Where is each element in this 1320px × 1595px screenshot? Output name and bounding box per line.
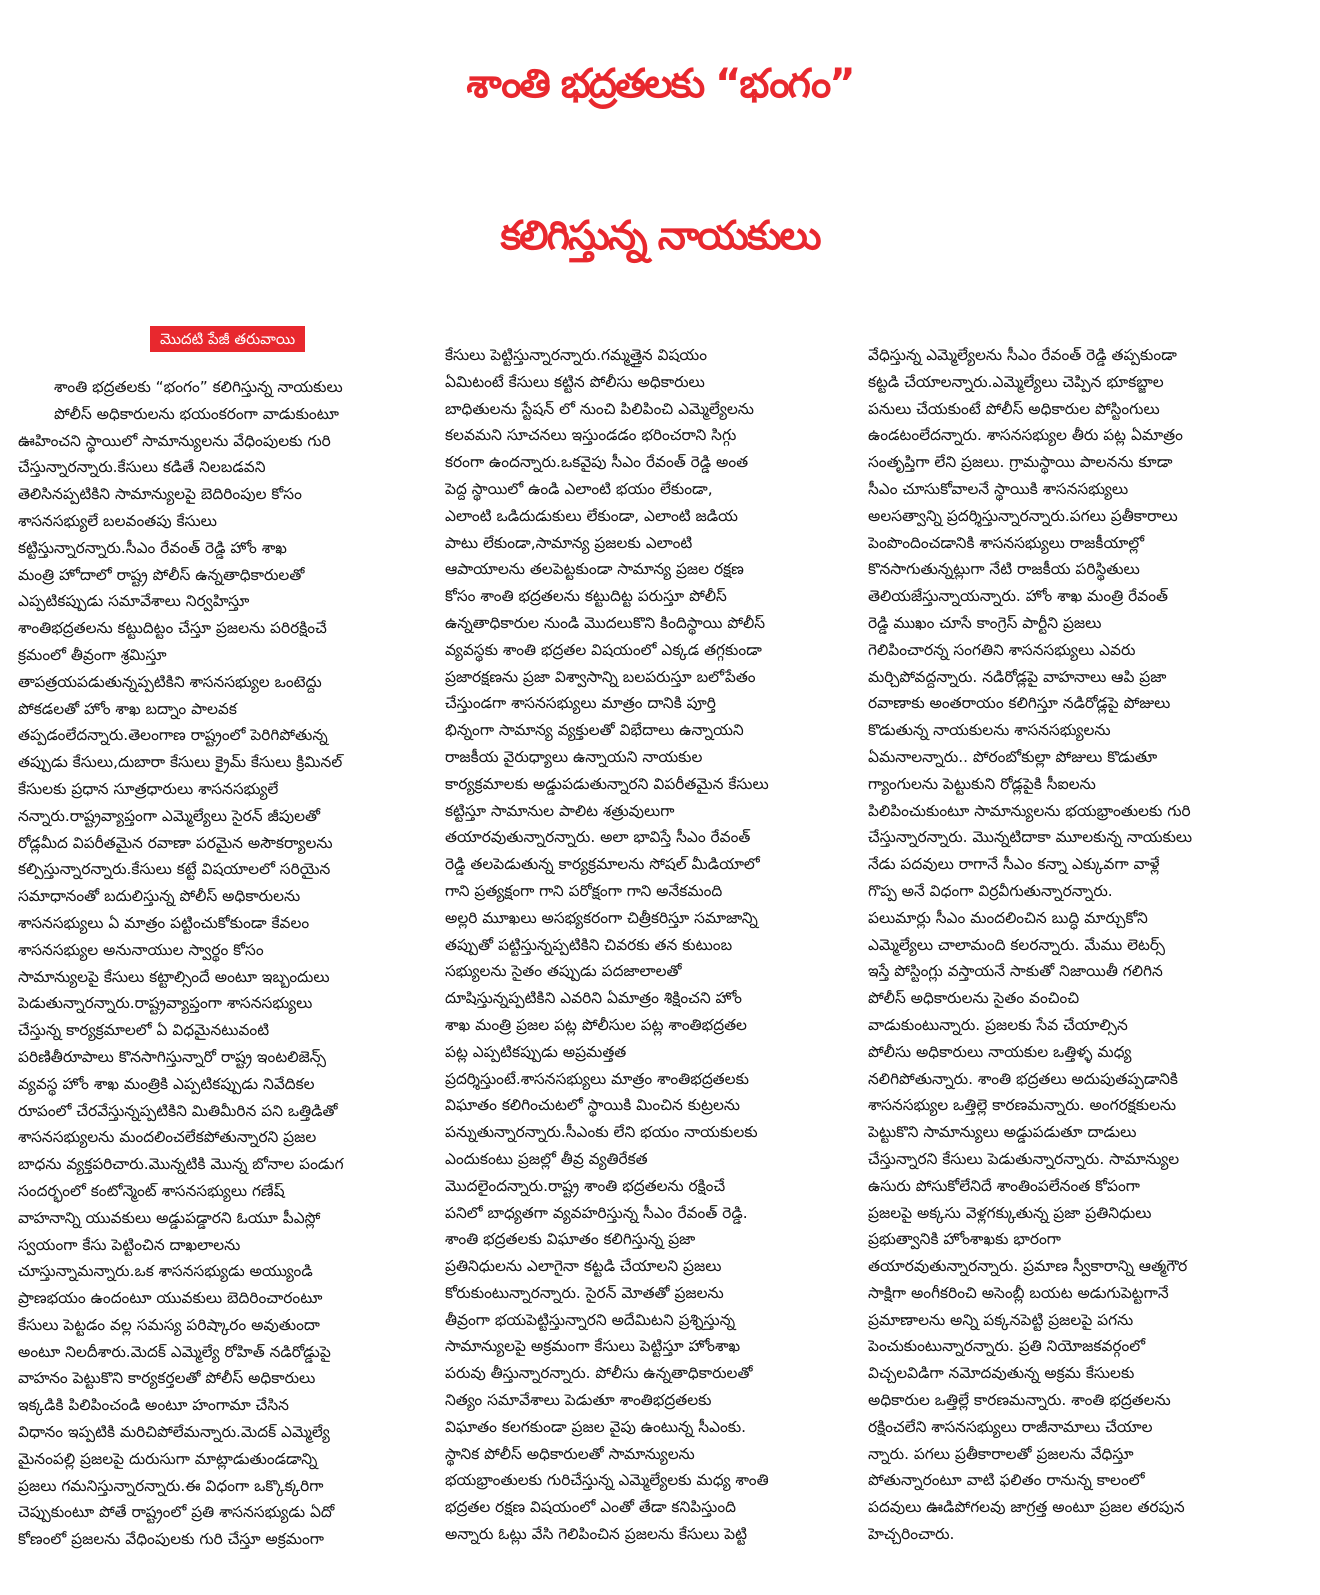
article-column-1	[18, 374, 426, 1553]
text-line: కోరుకుంటున్నారన్నారు. సైరన్ మోతతో ప్రజలను	[445, 1283, 724, 1302]
text-line: ప్రాణభయం ఉందంటూ యువకులు బెదిరించారంటూ	[18, 1289, 323, 1308]
text-line: సీఎం చూసుకోవాలనే స్థాయికి శాసనసభ్యులు	[868, 479, 1129, 498]
text-line: చేస్తున్నారన్నారు. మొన్నటిదాకా మూలకున్న నాయకులు	[868, 828, 1193, 847]
text-line: చూస్తున్నామన్నారు.ఒక శాసనసభ్యుడు అయ్యుండి	[18, 1262, 313, 1281]
text-line: పెట్టుకొని సామాన్యులు అడ్డుపడుతూ దాడులు	[868, 1123, 1137, 1142]
headline-line-2: కలిగిస్తున్న నాయకులు	[500, 213, 820, 259]
text-line: అల్లరి మూఖలు అసభ్యకరంగా చిత్రీకరిస్తూ సమాజాన్ని	[445, 908, 758, 927]
text-line: తప్పుడు కేసులు,దుబారా కేసులు క్రైమ్ కేసులు క్రిమినల్	[18, 753, 343, 772]
text-line: కేసులు పెట్టడం వల్ల సమస్య పరిష్కారం అవుతుందా	[18, 1315, 320, 1334]
text-line: ఏమనాలన్నారు.. పోరంబోకుల్లా పోజులు కొడుతూ	[868, 747, 1158, 766]
text-line: శాసనసభ్యుల ఒత్తిల్లె కారణమన్నారు. అంగరక్షకులను	[868, 1096, 1177, 1115]
text-line: మర్చిపోవద్దన్నారు. నడిరోడ్లపై వాహనాలు ఆపి ప్రజా	[868, 667, 1167, 686]
text-line: క్రమంలో తీవ్రంగా శ్రమిస్తూ	[18, 645, 167, 664]
text-line: చేస్తుండగా శాసనసభ్యులు మాత్రం దానికి పూర్తి	[445, 694, 716, 713]
text-line: ప్రదర్శిస్తుంటే.శాసనసభ్యులు మాత్రం శాంతిభద్రతలకు	[445, 1069, 749, 1088]
text-line: ఉన్నతాధికారుల నుండి మొదలుకొని కిందిస్థాయి పోలీస్	[445, 613, 766, 632]
text-line: రవాణాకు అంతరాయం కలిగిస్తూ నడిరోడ్లపై పోజులు	[868, 694, 1171, 713]
text-line: పెంచుకుంటున్నారన్నారు. ప్రతి నియోజకవర్గంలో	[868, 1337, 1146, 1356]
text-line: దూషిస్తున్నప్పటికిని ఎవరిని ఏమాత్రం శిక్షించని హోం	[445, 989, 742, 1008]
text-line: రోడ్లమీద విపరీతమైన రవాణా పరమైన అసౌకర్యాలను	[18, 833, 333, 852]
text-line: పిలిపించుకుంటూ సామాన్యులను భయభ్రాంతులకు గురి	[868, 801, 1191, 820]
text-line: గ్యాంగులను పెట్టుకుని రోడ్లపైకి సీఐలను	[868, 774, 1096, 793]
text-line: ఊహించని స్థాయిలో సామాన్యులను వేధింపులకు గురి	[18, 431, 331, 450]
text-line: తప్పుతో పట్టిస్తున్నప్పటికిని చివరకు తన కుటుంబ	[445, 935, 733, 954]
text-line: తయారవుతున్నారన్నారు. అలా భావిస్తే సీఎం రేవంత్	[445, 828, 751, 847]
text-line: ఉండటంలేదన్నారు. శాసనసభ్యుల తీరు పట్ల ఏమాత్రం	[868, 426, 1183, 445]
text-line: రక్షించలేని శాసనసభ్యులు రాజీనామాలు చేయాల	[868, 1417, 1153, 1436]
text-line: చేస్తున్నారన్నారు.కేసులు కడితే నిలబడవని	[18, 458, 266, 477]
text-line: కార్యక్రమాలకు అడ్డుపడుతున్నారని విపరీతమైన కేసులు	[445, 774, 769, 793]
text-line: రాజకీయ వైరుధ్యాలు ఉన్నాయని నాయకుల	[445, 747, 703, 766]
text-line: ఎందుకంటు ప్రజల్లో తీవ్ర వ్యతిరేకత	[445, 1149, 648, 1168]
text-line: పెంపొందించడానికి శాసనసభ్యులు రాజకీయాల్లో	[868, 533, 1145, 552]
text-line: కరంగా ఉందన్నారు.ఒకవైపు సీఎం రేవంత్ రెడ్డి అంత	[445, 453, 749, 472]
text-line: చేస్తున్నారని కేసులు పెడుతున్నారన్నారు. సామాన్యుల	[868, 1149, 1180, 1168]
text-line: కట్టడి చేయాలన్నారు.ఎమ్మెల్యేలు చెప్పిన భూకబ్జాల	[868, 372, 1164, 391]
text-line: హెచ్చరించారు.	[868, 1525, 955, 1544]
text-line: ఎప్పటికప్పుడు సమావేశాలు నిర్వహిస్తూ	[18, 592, 250, 611]
text-line: తెలియజేస్తున్నాయన్నారు. హోం శాఖ మంత్రి రేవంత్	[868, 587, 1169, 606]
text-line: రెడ్డి ముఖం చూసే కాంగ్రెస్ పార్టీని ప్రజలు	[868, 613, 1102, 632]
text-line: తెలిసినప్పటికిని సామాన్యులపై బెదిరింపుల కోసం	[18, 485, 302, 504]
text-line: ప్రజలు గమనిస్తున్నారన్నారు.ఈ విధంగా ఒక్కొక్కరిగా	[18, 1476, 324, 1495]
text-line: కేసులకు ప్రధాన సూత్రధారులు శాసనసభ్యులే	[18, 779, 279, 798]
text-line: శాసనసభ్యులు ఏ మాత్రం పట్టించుకోకుండా కేవలం	[18, 913, 310, 932]
text-line: శాసనసభ్యుల అనునాయుల స్వార్థం కోసం	[18, 940, 264, 959]
text-line: పరిణితీరూపాలు కొనసాగిస్తున్నారో రాష్ట్ర ఇంటలిజెన్స్	[18, 1047, 327, 1066]
text-line: ఇక్కడికి పిలిపించండి అంటూ హంగామా చేసిన	[18, 1396, 289, 1415]
text-line: తాపత్రయపడుతున్నప్పటికిని శాసనసభ్యుల ఒంటెద్దు	[18, 672, 322, 691]
text-line: శాంతి భద్రతలకు విఘాతం కలిగిస్తున్న ప్రజా	[445, 1230, 696, 1249]
text-line: నలిగిపోతున్నారు. శాంతి భద్రతలు అదుపుతప్పడానికి	[868, 1069, 1178, 1088]
text-line: స్థానిక పోలీస్ అధికారులతో సామాన్యులను	[445, 1444, 695, 1463]
text-line: విచ్చలవిడిగా నమోదవుతున్న అక్రమ కేసులకు	[868, 1364, 1135, 1383]
text-line: మైనంపల్లి ప్రజలపై దురుసుగా మాట్లాడుతుండడాన్ని	[18, 1449, 318, 1468]
article-column-2	[445, 342, 853, 1548]
text-line: కలవమని సూచనలు ఇస్తుండడం భరించరాని సిగ్గు	[445, 426, 737, 445]
text-line: మంత్రి హోదాలో రాష్ట్ర పోలీస్ ఉన్నతాధికారులతో	[18, 565, 305, 584]
text-line: సందర్భంలో కంటోన్మెంట్ శాసనసభ్యులు గణేష్	[18, 1181, 285, 1200]
text-line: పోతున్నారంటూ వాటి ఫలితం రానున్న కాలంలో	[868, 1471, 1145, 1490]
text-line: పలుమార్లు సీఎం మందలించిన బుద్ధి మార్చుకోని	[868, 908, 1148, 927]
text-line: సంతృప్తిగా లేని ప్రజలు. గ్రామస్థాయి పాలనను కూడా	[868, 453, 1173, 472]
text-line: ప్రతినిధులను ఎలాగైనా కట్టడి చేయాలని ప్రజలు	[445, 1257, 722, 1276]
text-line: విఘాతం కలిగించుటలో స్థాయికి మించిన కుట్రలను	[445, 1096, 740, 1115]
text-line: నిత్యం సమావేశాలు పెడుతూ శాంతిభద్రతలకు	[445, 1391, 712, 1410]
text-line: విధానం ఇప్పటికి మరిచిపోలేమన్నారు.మెదక్ ఎమ్మెల్యే	[18, 1423, 330, 1442]
text-line: పోలీస్ అధికారులను సైతం వంచించి	[868, 989, 1080, 1008]
text-line: ఆపాయాలను తలపెట్టకుండా సామాన్య ప్రజల రక్షణ	[445, 560, 744, 579]
text-line: వాడుకుంటున్నారు. ప్రజలకు సేవ చేయాల్సిన	[868, 1015, 1128, 1034]
text-line: పనులు చేయకుంటే పోలీస్ అధికారుల పోస్టింగులు	[868, 399, 1160, 418]
text-line: వాహనం పెట్టుకొని కార్యకర్తలతో పోలీస్ అధికారులు	[18, 1369, 316, 1388]
text-line: చెప్పుకుంటూ పోతే రాష్ట్రంలో ప్రతి శాసనసభ్యుడు ఏదో	[18, 1503, 335, 1522]
text-line: అలసత్వాన్ని ప్రదర్శిస్తున్నారన్నారు.పగలు ప్రతీకారాలు	[868, 506, 1178, 525]
text-line: అధికారుల ఒత్తిల్లే కారణమన్నారు. శాంతి భద్రతలను	[868, 1391, 1171, 1410]
text-line: ఉసురు పోసుకోలేనిదే శాంతింపలేనంత కోపంగా	[868, 1176, 1140, 1195]
text-line: ఏమిటంటే కేసులు కట్టిన పోలీసు అధికారులు	[445, 372, 705, 391]
text-line: రెడ్డి తలపెడుతున్న కార్యక్రమాలను సోషల్ మీడియాలో	[445, 855, 760, 874]
text-line: అంటూ నిలదీశారు.మెదక్ ఎమ్మెల్యే రోహిత్ నడిరోడ్డుపై	[18, 1342, 331, 1361]
text-line: సాక్షిగా అంగీకరించి అసెంబ్లీ బయట అడుగుపెట్టగానే	[868, 1283, 1169, 1302]
headline-line-1: శాంతి భద్రతలకు “భంగం”	[466, 61, 854, 107]
text-line: ప్రభుత్వానికి హోంశాఖకు భారంగా	[868, 1230, 1061, 1249]
text-line: ప్రమాణాలను అన్ని పక్కనపెట్టి ప్రజలపై పగను	[868, 1310, 1134, 1329]
text-line: ప్రజలపై అక్కసు వెళ్లగక్కుతున్న ప్రజా ప్రతినిధులు	[868, 1203, 1152, 1222]
text-line: అన్నారు ఓట్లు వేసి గెలిపించిన ప్రజలను కేసులు పెట్టి	[445, 1525, 747, 1544]
text-line: కేసులు పెట్టిస్తున్నారన్నారు.గమ్మత్తైన విషయం	[445, 346, 708, 364]
text-line: శాంతి భద్రతలకు “భంగం” కలిగిస్తున్న నాయకులు	[54, 378, 343, 396]
text-line: కోణంలో ప్రజలను వేధింపులకు గురి చేస్తూ అక్రమంగా	[18, 1530, 324, 1549]
text-line: ఇస్తే పోస్టింగ్లు వస్తాయనే సాకుతో నిజాయితీ గలిగిన	[868, 962, 1163, 981]
text-line: పాటు లేకుండా,సామాన్య ప్రజలకు ఎలాంటి	[445, 533, 693, 552]
text-line: రూపంలో చేరవేస్తున్నప్పటికిని మితిమీరిన పని ఒత్తిడితో	[18, 1101, 338, 1120]
text-line: శాంతిభద్రతలను కట్టుదిట్టం చేస్తూ ప్రజలను పరిరక్షించే	[18, 619, 327, 638]
text-line: గెలిపించారన్న సంగతిని శాసనసభ్యులు ఎవరు	[868, 640, 1136, 659]
article-column-3	[868, 342, 1276, 1548]
text-line: పోలీస్ అధికారులను భయంకరంగా వాడుకుంటూ	[54, 404, 339, 423]
text-line: సామాన్యులపై అక్రమంగా కేసులు పెట్టిస్తూ హోంశాఖ	[445, 1337, 741, 1356]
text-line: పనిలో బాధ్యతగా వ్యవహరిస్తున్న సీఎం రేవంత్ రెడ్డి.	[445, 1203, 748, 1222]
text-line: తయారవుతున్నారన్నారు. ప్రమాణ స్వీకారాన్ని ఆత్మగౌర	[868, 1257, 1188, 1276]
text-line: పెద్ద స్థాయిలో ఉండి ఎలాంటి భయం లేకుండా,	[445, 479, 713, 498]
text-line: పెడుతున్నారన్నారు.రాష్ట్రవ్యాప్తంగా శాసనసభ్యులు	[18, 994, 313, 1013]
text-line: భిన్నంగా సామాన్య వ్యక్తులతో విభేదాలు ఉన్నాయని	[445, 721, 744, 740]
text-line: పోకడలతో హోం శాఖ బద్నాం పాలవక	[18, 699, 237, 718]
text-line: పరువు తీస్తున్నారన్నారు. పోలీసు ఉన్నతాధికారులతో	[445, 1364, 753, 1383]
text-line: ఎమ్మెల్యేలు చాలామంది కలరన్నారు. మేము లెటర్స్	[868, 935, 1165, 954]
text-line: కోసం శాంతి భద్రతలను కట్టుదిట్ట పరుస్తూ పోలీస్	[445, 587, 727, 606]
text-line: భద్రతల రక్షణ విషయంలో ఎంతో తేడా కనిపిస్తుంది	[445, 1498, 736, 1517]
text-line: వ్యవస్థ హోం శాఖ మంత్రికి ఎప్పటికప్పుడు నివేదికల	[18, 1074, 315, 1093]
text-line: గొప్ప అనే విధంగా విర్రవీగుతున్నారన్నారు.	[868, 881, 1113, 900]
text-line: వాహనాన్ని యువకులు అడ్డుపడ్డారని ఓయూ పీఎస్లో	[18, 1208, 321, 1227]
text-line: శాసనసభ్యులే బలవంతపు కేసులు	[18, 511, 217, 530]
text-line: పన్నుతున్నారన్నారు.సీఎంకు లేని భయం నాయకులకు	[445, 1123, 758, 1142]
text-line: నేడు పదవులు రాగానే సీఎం కన్నా ఎక్కువగా వాళ్లే	[868, 855, 1160, 874]
text-line: కట్టిస్తున్నారన్నారు.సీఎం రేవంత్ రెడ్డి హోం శాఖ	[18, 538, 287, 557]
text-line: కొనసాగుతున్నట్లుగా నేటి రాజకీయ పరిస్థితులు	[868, 560, 1140, 579]
text-line: సమాధానంతో బదులిస్తున్న పోలీస్ అధికారులను	[18, 887, 301, 906]
text-line: నన్నారు.రాష్ట్రవ్యాప్తంగా ఎమ్మెల్యేలు సైరన్ జీపులతో	[18, 806, 321, 825]
text-line: తప్పడంలేదన్నారు.తెలంగాణ రాష్ట్రంలో పెరిగిపోతున్న	[18, 726, 328, 745]
text-line: సభ్యులను సైతం తప్పుడు పదజాలాలతో	[445, 962, 682, 981]
text-line: కట్టిస్తూ సామానుల పాలిట శత్రువులుగా	[445, 801, 675, 820]
text-line: శాసనసభ్యులను మందలించలేకపోతున్నారని ప్రజల	[18, 1128, 317, 1147]
text-line: పోలీసు అధికారులు నాయకుల ఒత్తిళ్ళ మధ్య	[868, 1042, 1132, 1061]
text-line: తీవ్రంగా భయపెట్టిస్తున్నారని అదేమిటని ప్రశ్నిస్తున్న	[445, 1310, 736, 1329]
text-line: మొదలైందన్నారు.రాష్ట్ర శాంతి భద్రతలను రక్షించే	[445, 1176, 726, 1195]
text-line: ఎలాంటి ఒడిదుడుకులు లేకుండా, ఎలాంటి జడియ	[445, 506, 738, 525]
text-line: కల్పిస్తున్నారన్నారు.కేసులు కట్టే విషయాలలో సరియైన	[18, 860, 331, 879]
text-line: సామాన్యులపై కేసులు కట్టాల్సిందే అంటూ ఇబ్బందులు	[18, 967, 330, 986]
text-line: పదవులు ఊడిపోగలవు జాగ్రత్త అంటూ ప్రజల తరపున	[868, 1498, 1185, 1517]
text-line: వ్యవస్థకు శాంతి భద్రతల విషయంలో ఎక్కడ తగ్గకుండా	[445, 640, 762, 659]
text-line: బాధితులను స్టేషన్ లో నుంచి పిలిపించి ఎమ్మెల్యేలను	[445, 399, 754, 418]
continuation-tag: మొదటి పేజీ తరువాయి	[150, 326, 305, 352]
text-line: గాని ప్రత్యక్షంగా గాని పరోక్షంగా గాని అనేకమంది	[445, 881, 723, 900]
text-line: వేధిస్తున్న ఎమ్మెల్యేలను సీఎం రేవంత్ రెడ్డి తప్పకుండా	[868, 346, 1177, 364]
text-line: బాధను వ్యక్తపరిచారు.మొన్నటికి మొన్న బోనాల పండుగ	[18, 1155, 344, 1174]
text-line: చేస్తున్న కార్యక్రమాలలో ఏ విధమైనటువంటి	[18, 1021, 270, 1040]
text-line: విఘాతం కలగకుండా ప్రజల వైపు ఉంటున్న సీఎంకు.	[445, 1417, 747, 1436]
text-line: కొడుతున్న నాయకులను శాసనసభ్యులను	[868, 721, 1111, 740]
text-line: పట్ల ఎప్పటికప్పుడు అప్రమత్తత	[445, 1042, 627, 1061]
text-line: స్వయంగా కేసు పెట్టించిన దాఖలాలను	[18, 1235, 241, 1254]
text-line: ప్రజారక్షణను ప్రజా విశ్వాసాన్ని బలపరుస్తూ బలోపేతం	[445, 667, 756, 686]
text-line: న్నారు. పగలు ప్రతీకారాలతో ప్రజలను వేధిస్తూ	[868, 1444, 1134, 1463]
text-line: శాఖ మంత్రి ప్రజల పట్ల పోలీసుల పట్ల శాంతిభద్రతల	[445, 1015, 747, 1034]
text-line: భయభ్రాంతులకు గురిచేస్తున్న ఎమ్మెల్యేలకు మధ్య శాంతి	[445, 1471, 769, 1490]
